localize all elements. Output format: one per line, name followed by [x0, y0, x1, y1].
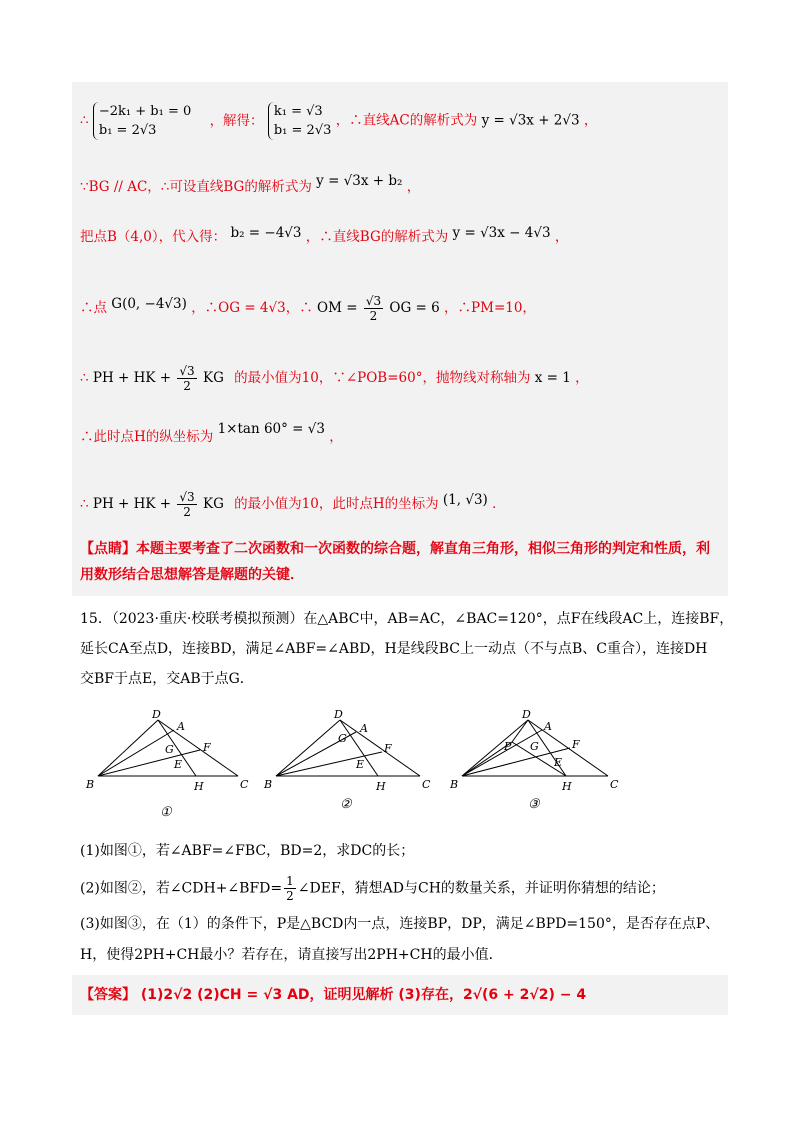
equation: b₁ = 2√3	[273, 123, 332, 138]
svg-text:H: H	[194, 780, 204, 793]
svg-text:P: P	[504, 740, 512, 753]
figure-caption-2: ②	[340, 797, 352, 812]
fraction: $\frac{√3}{2}$	[179, 490, 195, 519]
formula: y = √3x − 4√3	[452, 225, 551, 241]
svg-text:C: C	[240, 778, 249, 791]
svg-text:D: D	[334, 708, 343, 721]
svg-text:F: F	[384, 742, 392, 755]
svg-text:E: E	[356, 758, 365, 771]
tip-label: 【点睛】	[80, 541, 136, 557]
formula: OM =	[317, 300, 358, 316]
equation: k₁ = √3	[273, 104, 323, 119]
question-part-2	[80, 874, 665, 903]
formula: y = √3x + b₂	[316, 173, 403, 189]
fraction: $\frac{√3}{2}$	[179, 364, 195, 393]
segment-bf	[276, 752, 382, 776]
geometry-figures	[0, 708, 800, 828]
solution-text: ，	[329, 429, 343, 445]
svg-text:B: B	[264, 778, 273, 791]
svg-text:A: A	[360, 722, 368, 735]
equation: b₁ = 2√3	[98, 123, 157, 138]
svg-text:H: H	[376, 780, 386, 793]
answer-part-1: (1)2√2	[140, 987, 193, 1003]
solution-text: ∴点	[80, 300, 107, 316]
solution-text: ，∴直线BG的解析式为	[305, 229, 449, 245]
formula: PH + HK +	[92, 496, 172, 512]
formula: 1×tan 60° = √3	[217, 421, 325, 437]
answer-line	[80, 984, 586, 1004]
question-line-3: 交BF于点E，交AB于点G．	[80, 671, 254, 687]
solution-line-7	[80, 490, 506, 519]
solution-text: ，解得：	[209, 112, 264, 129]
svg-text:G: G	[165, 743, 174, 756]
svg-text:B: B	[450, 778, 459, 791]
tip-paragraph	[80, 536, 720, 588]
question-text: (2)如图②，若∠CDH+∠BFD=	[80, 880, 283, 897]
figure-3-labels	[449, 708, 619, 793]
figure-2-labels	[263, 708, 431, 793]
segment-dc	[528, 720, 608, 776]
solution-text: ，	[554, 229, 569, 245]
solution-text: ∴此时点H的纵坐标为	[80, 429, 214, 445]
question-part-3b: H，使得2PH+CH最小？若存在，请直接写出2PH+CH的最小值．	[80, 947, 503, 963]
question-part-3a: (3)如图③，在（1）的条件下，P是△BCD内一点，连接BP，DP，满足∠BPD=150°，是否存在点P、	[80, 916, 720, 932]
equation-system-1	[93, 102, 191, 140]
solution-line-3	[80, 225, 569, 246]
question-part-1: (1)如图①，若∠ABF=∠FBC，BD=2，求DC的长；	[80, 843, 415, 859]
formula: KG	[202, 496, 224, 512]
answer-part-2: (2)CH = √3 AD	[197, 987, 310, 1003]
svg-text:D: D	[522, 708, 531, 721]
question-line-1: 15．（2023·重庆·校联考模拟预测）在△ABC中，AB=AC，∠BAC=120°，点F在线段AC上，连接BF，	[80, 611, 734, 627]
solution-line-4	[80, 294, 536, 323]
segment-bd	[276, 720, 340, 776]
solution-line-1	[80, 102, 597, 140]
answer-label: 【答案】	[80, 987, 136, 1003]
svg-text:H: H	[562, 780, 572, 793]
therefore-symbol: ∴	[80, 496, 89, 512]
formula: OG = 6	[389, 300, 440, 316]
figure-caption-3: ③	[528, 797, 540, 812]
solution-text: ，	[583, 112, 598, 129]
svg-text:E: E	[554, 756, 563, 769]
solution-text: ，∴PM=10，	[444, 300, 536, 316]
question-text: ∠DEF，猜想AD与CH的数量关系，并证明你猜想的结论；	[297, 880, 665, 897]
formula: x = 1	[534, 370, 571, 386]
solution-text: 把点B（4,0），代入得：	[80, 229, 227, 245]
svg-text:A: A	[177, 720, 185, 733]
solution-line-5	[80, 364, 589, 393]
segment-bf	[98, 750, 200, 776]
segment-bd	[98, 720, 158, 776]
figure-1-labels	[85, 708, 249, 793]
segment-ba	[98, 730, 174, 776]
solution-text: 的最小值为10，∵∠POB=60°，抛物线对称轴为	[234, 370, 531, 386]
fraction: $\frac{1}{2}$	[286, 874, 294, 903]
svg-text:D: D	[152, 708, 161, 721]
svg-text:C: C	[610, 778, 619, 791]
solution-text: ．	[492, 496, 506, 512]
fraction: $\frac{√3}{2}$	[365, 294, 382, 323]
formula: b₂ = −4√3	[230, 225, 302, 241]
svg-text:G: G	[338, 732, 347, 745]
equation: −2k₁ + b₁ = 0	[98, 104, 192, 119]
answer-part-3: (3)存在，2√(6 + 2√2) − 4	[398, 987, 587, 1003]
question-line-2: 延长CA至点D，连接BD，满足∠ABF=∠ABD，H是线段BC上一动点（不与点B、C重合），连接DH	[80, 641, 708, 657]
solution-text: ∵BG // AC，∴可设直线BG的解析式为	[80, 179, 312, 195]
equation-system-2	[268, 102, 332, 140]
solution-line-6	[80, 421, 343, 446]
tip-text: 本题主要考查了二次函数和一次函数的综合题，解直角三角形，相似三角形的判定和性质，利用数形结合思想解答是解题的关键．	[80, 541, 710, 583]
answer-block	[72, 975, 728, 1015]
svg-text:A: A	[544, 720, 552, 733]
formula: G(0, −4√3)	[111, 296, 187, 312]
solution-text: ，	[575, 370, 589, 386]
formula: (1, √3)	[442, 492, 488, 508]
svg-text:C: C	[422, 778, 431, 791]
formula: y = √3x + 2√3	[481, 112, 580, 129]
therefore-symbol: ∴	[80, 112, 89, 129]
answer-part-2-note: ，证明见解析	[309, 987, 394, 1003]
svg-text:G: G	[530, 740, 539, 753]
solution-text: ，∴直线AC的解析式为	[335, 112, 478, 129]
svg-text:F: F	[203, 741, 211, 754]
svg-text:F: F	[572, 738, 580, 751]
formula: KG	[202, 370, 224, 386]
figure-caption-1: ①	[160, 805, 172, 820]
segment-dc	[340, 720, 420, 776]
formula: PH + HK +	[92, 370, 172, 386]
solution-text: ，	[406, 179, 421, 195]
therefore-symbol: ∴	[80, 370, 89, 386]
solution-text: 的最小值为10，此时点H的坐标为	[234, 496, 439, 512]
svg-text:B: B	[86, 778, 95, 791]
solution-text: ，∴OG = 4√3，∴	[191, 300, 313, 316]
svg-text:E: E	[174, 758, 183, 771]
figure-2	[276, 720, 420, 776]
solution-line-2	[80, 173, 421, 196]
